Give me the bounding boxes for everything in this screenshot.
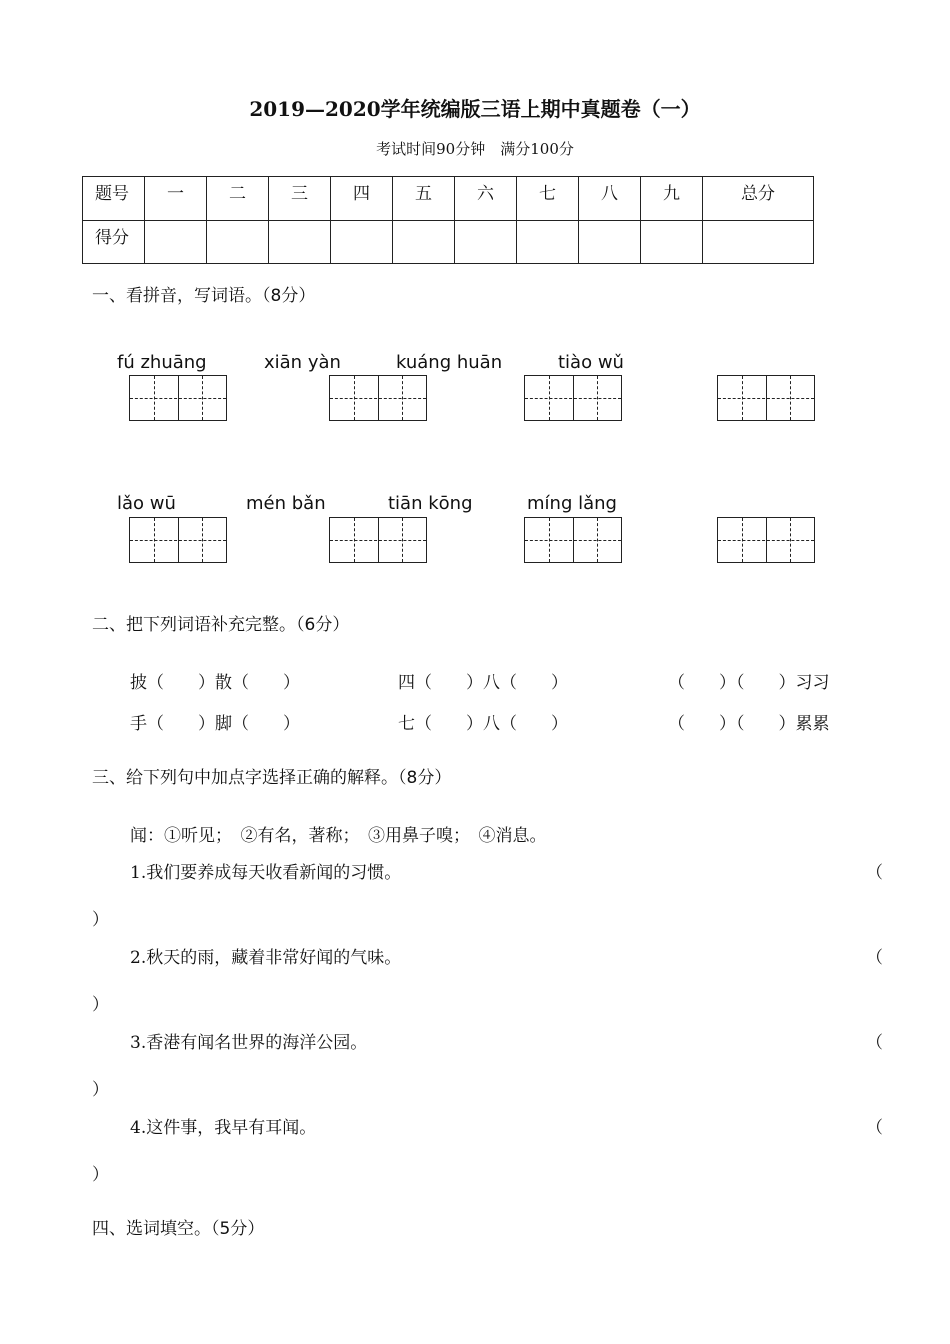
- score-input-cell[interactable]: [331, 220, 393, 264]
- pinyin-label: kuáng huān: [396, 352, 503, 373]
- score-table-cell: 六: [455, 177, 517, 221]
- answer-open-paren[interactable]: （: [866, 1033, 883, 1053]
- answer-open-paren[interactable]: （: [866, 1118, 883, 1138]
- question-4: 4.这件事，我早有耳闻。: [130, 1118, 317, 1138]
- page-title: 2019—2020学年统编版三语上期中真题卷（一）: [249, 97, 701, 121]
- pinyin-label: lǎo wū: [117, 493, 176, 514]
- section-4-heading: 四、选词填空。（5分）: [92, 1219, 265, 1239]
- idiom-fill-item[interactable]: （ ）（ ）习习: [668, 673, 830, 693]
- idiom-fill-item[interactable]: 披（ ）散（ ）: [130, 673, 300, 693]
- writing-grid[interactable]: [524, 517, 622, 563]
- writing-grid[interactable]: [524, 375, 622, 421]
- question-2: 2.秋天的雨，藏着非常好闻的气味。: [130, 948, 402, 968]
- score-input-cell[interactable]: [393, 220, 455, 264]
- score-input-cell[interactable]: [455, 220, 517, 264]
- answer-close-paren[interactable]: ）: [92, 1080, 109, 1100]
- score-input-cell[interactable]: [703, 220, 814, 264]
- answer-close-paren[interactable]: ）: [92, 995, 109, 1015]
- score-table-cell: 三: [269, 177, 331, 221]
- score-input-cell[interactable]: [269, 220, 331, 264]
- score-table-cell: 二: [207, 177, 269, 221]
- writing-grid[interactable]: [129, 517, 227, 563]
- pinyin-label: míng lǎng: [527, 493, 617, 514]
- section-2-heading: 二、把下列词语补充完整。（6分）: [92, 615, 350, 635]
- idiom-fill-item[interactable]: （ ）（ ）累累: [668, 714, 830, 734]
- score-table-cell: 九: [641, 177, 703, 221]
- score-table-cell: 一: [145, 177, 207, 221]
- score-input-cell[interactable]: [517, 220, 579, 264]
- section-3-heading: 三、给下列句中加点字选择正确的解释。（8分）: [92, 768, 452, 788]
- score-table-cell: 五: [393, 177, 455, 221]
- score-input-cell[interactable]: [145, 220, 207, 264]
- score-table-cell: 题号: [83, 177, 145, 221]
- writing-grid[interactable]: [717, 375, 815, 421]
- score-input-cell[interactable]: [207, 220, 269, 264]
- pinyin-label: tiào wǔ: [558, 352, 624, 373]
- score-table-cell: 七: [517, 177, 579, 221]
- answer-close-paren[interactable]: ）: [92, 1165, 109, 1185]
- answer-open-paren[interactable]: （: [866, 948, 883, 968]
- question-1: 1.我们要养成每天收看新闻的习惯。: [130, 863, 402, 883]
- idiom-fill-item[interactable]: 四（ ）八（ ）: [398, 673, 568, 693]
- pinyin-label: mén bǎn: [246, 493, 326, 514]
- score-table-cell: 四: [331, 177, 393, 221]
- writing-grid[interactable]: [329, 375, 427, 421]
- score-table-cell: 得分: [83, 220, 145, 264]
- writing-grid[interactable]: [329, 517, 427, 563]
- writing-grid[interactable]: [129, 375, 227, 421]
- score-table-header-row: [83, 177, 814, 221]
- question-3: 3.香港有闻名世界的海洋公园。: [130, 1033, 368, 1053]
- score-table-cell: 总分: [703, 177, 814, 221]
- writing-grid[interactable]: [717, 517, 815, 563]
- exam-info: 考试时间90分钟 满分100分: [376, 140, 574, 158]
- answer-close-paren[interactable]: ）: [92, 910, 109, 930]
- answer-open-paren[interactable]: （: [866, 863, 883, 883]
- score-table: [82, 176, 814, 264]
- score-table-score-row: [83, 220, 814, 264]
- idiom-fill-item[interactable]: 七（ ）八（ ）: [398, 714, 568, 734]
- idiom-fill-item[interactable]: 手（ ）脚（ ）: [130, 714, 300, 734]
- pinyin-label: fú zhuāng: [117, 352, 207, 373]
- score-input-cell[interactable]: [641, 220, 703, 264]
- score-table-cell: 八: [579, 177, 641, 221]
- pinyin-label: tiān kōng: [388, 493, 473, 514]
- pinyin-label: xiān yàn: [264, 352, 341, 373]
- definitions-line: 闻：①听见； ②有名，著称； ③用鼻子嗅； ④消息。: [130, 826, 547, 846]
- score-input-cell[interactable]: [579, 220, 641, 264]
- section-1-heading: 一、看拼音，写词语。（8分）: [92, 286, 316, 306]
